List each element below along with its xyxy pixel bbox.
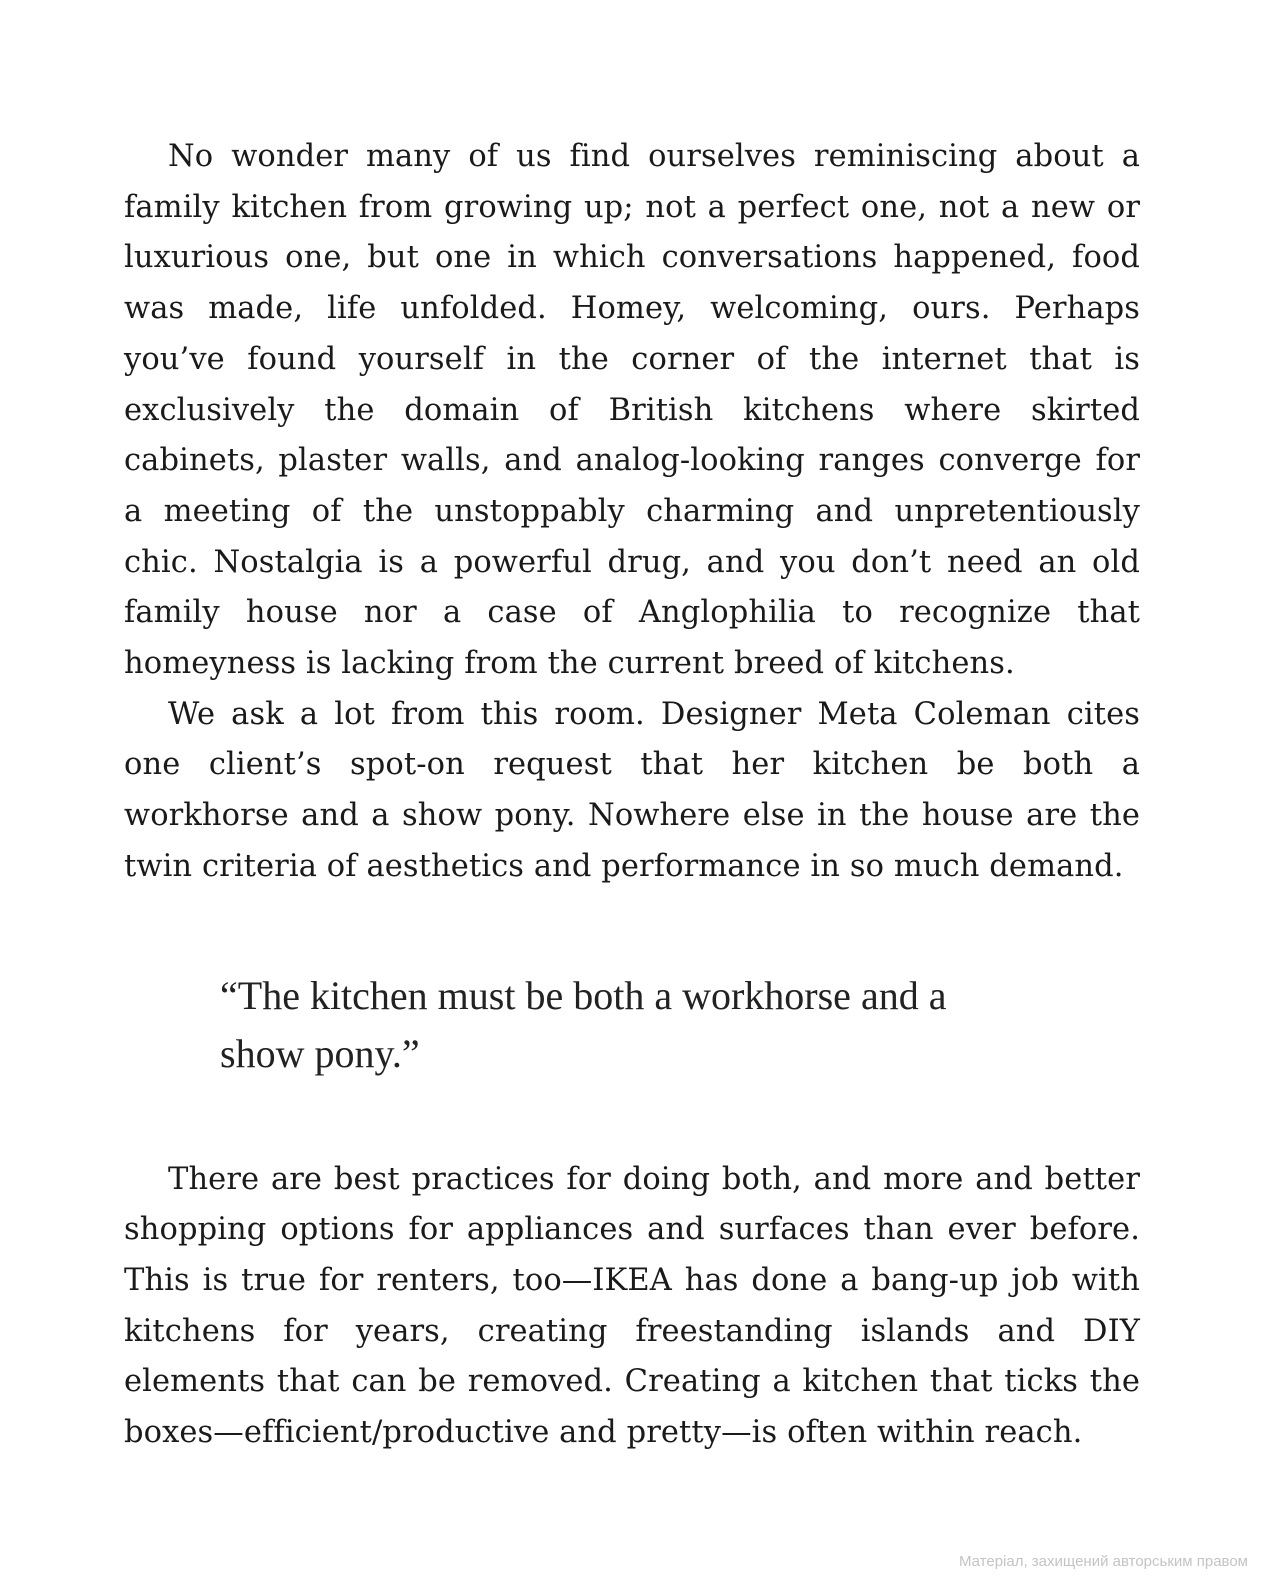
copyright-watermark: Матеріал, захищений авторським правом xyxy=(958,1553,1248,1570)
pull-quote-text: “The kitchen must be both a workhorse and a show pony.” xyxy=(220,972,947,1076)
body-paragraph-3: There are best practices for doing both, and more and better shopping options for appliances and surfaces than ever before. This is true for renters, too—IKEA has done a bang-up job with kitchens for years, creating freestanding islands and DIY elements that can be removed. Creating a kitchen that ticks the boxes—efficient/productive and pretty—is often within reach. xyxy=(124,1161,1140,1451)
pull-quote xyxy=(220,967,1020,1083)
body-paragraph-2: We ask a lot from this room. Designer Meta Coleman cites one client’s spot-on request that her kitchen be both a workhorse and a show pony. Nowhere else in the house are the twin criteria of aesthetics and performance in so much demand. xyxy=(124,696,1140,884)
body-paragraph-1: No wonder many of us find ourselves reminiscing about a family kitchen from growing up; not a perfect one, not a new or luxurious one, but one in which conversations happened, food was made, life unfolded. Homey, welcoming, ours. Perhaps you’ve found yourself in the corner of the internet that is exclusively the domain of British kitchens where skirted cabinets, plaster walls, and analog-looking ranges converge for a meeting of the unstoppably charming and unpretentiously chic. Nostalgia is a powerful drug, and you don’t need an old family house nor a case of Anglophilia to recognize that homeyness is lacking from the current breed of kitchens. xyxy=(124,139,1140,682)
page-content xyxy=(124,132,1140,1459)
